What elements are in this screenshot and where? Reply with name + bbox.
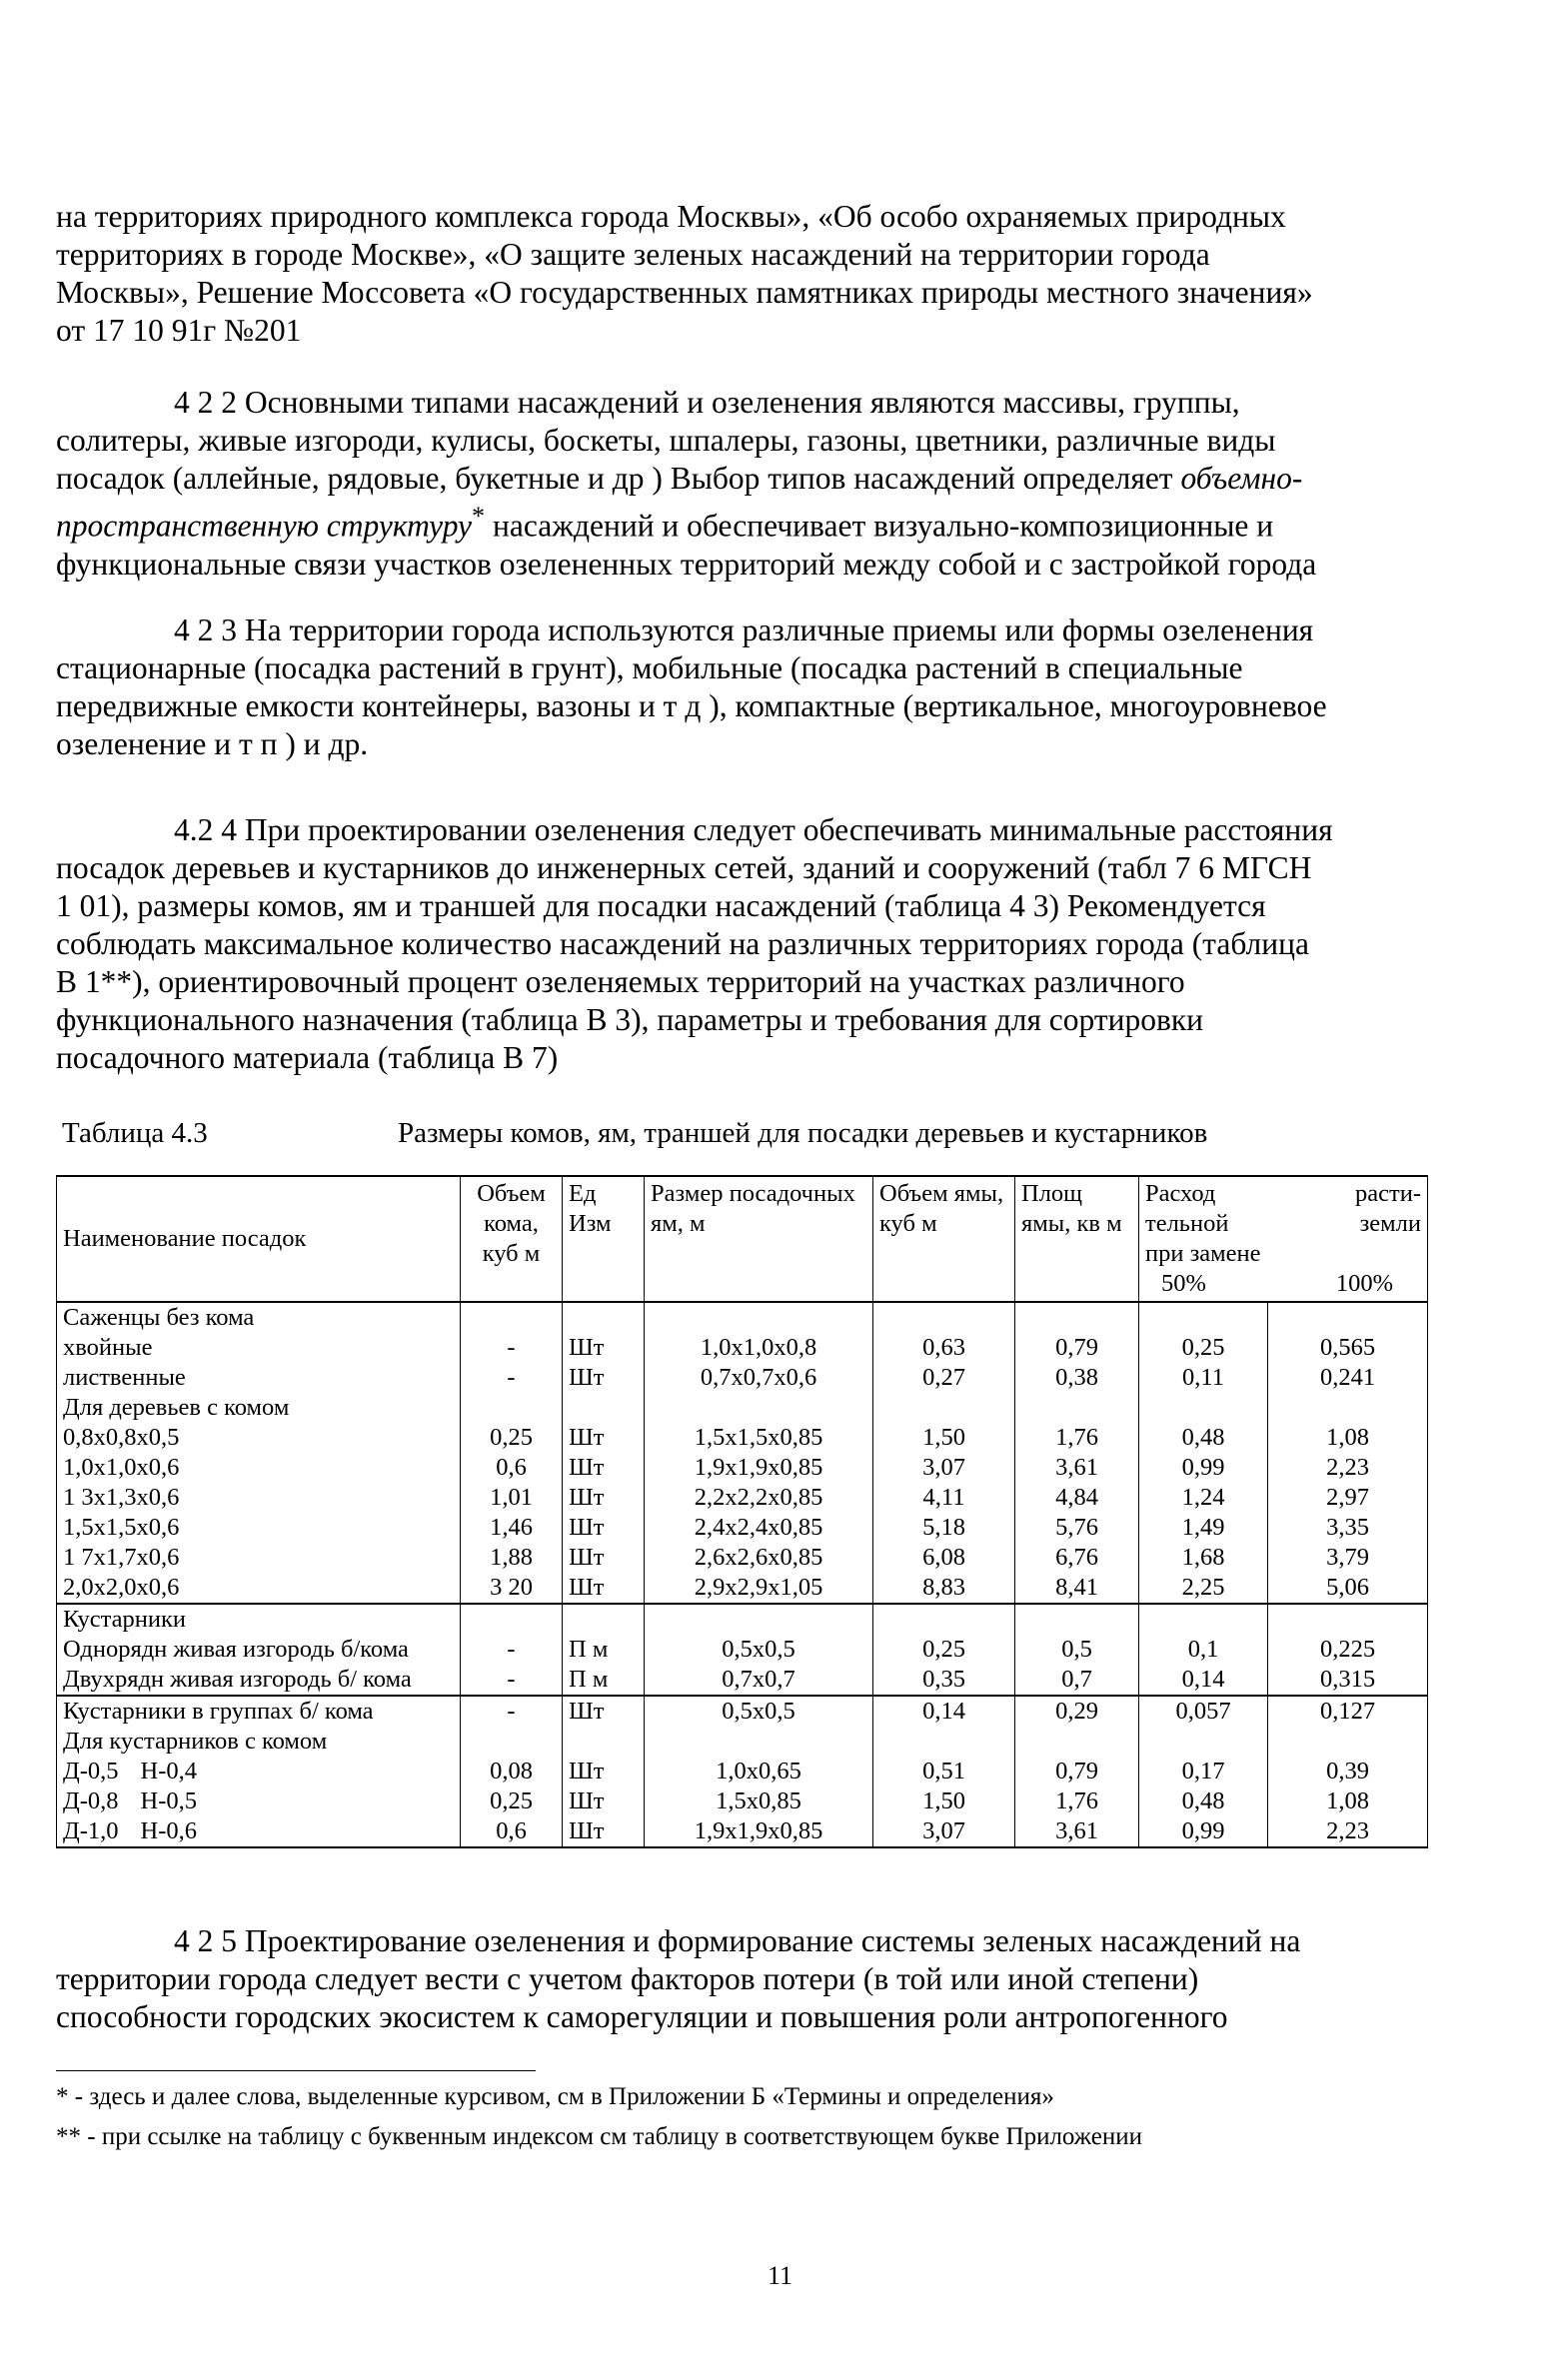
cell-pit-size: 0,5x0,5 (645, 1696, 873, 1727)
cell-pit-area (1015, 1302, 1139, 1333)
cell-pit-area: 4,84 (1015, 1483, 1139, 1513)
cell-soil-50: 0,48 (1139, 1423, 1268, 1453)
cell-pit-volume: 1,50 (873, 1423, 1015, 1453)
cell-unit: Шт (563, 1816, 645, 1847)
cell-soil-50 (1139, 1604, 1268, 1635)
cell-pit-area: 0,7 (1015, 1665, 1139, 1696)
cell-name (57, 1816, 461, 1847)
header-pit-volume: Объем ямы, куб м (873, 1176, 1015, 1302)
header-soil-line1 (1145, 1179, 1421, 1209)
cell-pit-area: 3,61 (1015, 1453, 1139, 1483)
text-line: посадочного материала (таблица В 7) (56, 1040, 559, 1075)
cell-soil-100: 0,241 (1268, 1363, 1428, 1393)
text-run: посадок (аллейные, рядовые, букетные и др ) Выбор типов насаждений определяет (56, 461, 1181, 496)
table-row (57, 1393, 1428, 1423)
cell-name: 2,0x2,0x0,6 (57, 1573, 461, 1604)
cell-pit-size: 1,5x0,85 (645, 1786, 873, 1816)
cell-name: 1 7x1,7x0,6 (57, 1543, 461, 1573)
cell-soil-100: 2,23 (1268, 1816, 1428, 1847)
header-text: Расход (1145, 1180, 1216, 1207)
cell-pit-area: 6,76 (1015, 1543, 1139, 1573)
cell-ball-volume: - (461, 1635, 563, 1665)
cell-name: 0,8x0,8x0,5 (57, 1423, 461, 1453)
table-row (57, 1363, 1428, 1393)
header-text: тельной (1145, 1210, 1229, 1237)
cell-unit: Шт (563, 1696, 645, 1727)
cell-pit-volume: 1,50 (873, 1786, 1015, 1816)
cell-ball-volume (461, 1393, 563, 1423)
table-row (57, 1423, 1428, 1453)
header-pit-size: Размер посадочных ям, м (645, 1176, 873, 1302)
table-row (57, 1727, 1428, 1757)
header-text: 50% (1161, 1270, 1206, 1297)
text-line: соблюдать максимальное количество насаждений на различных территориях города (таблица (56, 926, 1309, 961)
text-line: функционального назначения (таблица В 3), параметры и требования для сортировки (56, 1002, 1204, 1037)
text-line: 4 2 5 Проектирование озеленения и формирование системы зеленых насаждений на (174, 1923, 1301, 1958)
cell-name: Для деревьев с комом (57, 1393, 461, 1423)
cell-ball-volume: 1,46 (461, 1513, 563, 1543)
table-row (57, 1483, 1428, 1513)
cell-pit-area: 8,41 (1015, 1573, 1139, 1604)
cell-unit: Шт (563, 1543, 645, 1573)
cell-unit: Шт (563, 1483, 645, 1513)
cell-name: хвойные (57, 1333, 461, 1363)
cell-pit-volume (873, 1393, 1015, 1423)
text-line (56, 498, 1427, 546)
cell-soil-50: 0,1 (1139, 1635, 1268, 1665)
cell-pit-size: 2,2x2,2x0,85 (645, 1483, 873, 1513)
cell-pit-size: 1,0x0,65 (645, 1757, 873, 1786)
header-ball-volume: Объем кома, куб м (461, 1176, 563, 1302)
cell-pit-size (645, 1302, 873, 1333)
cell-pit-area: 0,5 (1015, 1635, 1139, 1665)
cell-unit: П м (563, 1635, 645, 1665)
cell-unit (563, 1604, 645, 1635)
cell-ball-volume: 0,25 (461, 1423, 563, 1453)
cell-pit-volume: 5,18 (873, 1513, 1015, 1543)
cell-ball-volume: - (461, 1696, 563, 1727)
cell-soil-100: 0,39 (1268, 1757, 1428, 1786)
table-row (57, 1453, 1428, 1483)
cell-soil-50: 0,057 (1139, 1696, 1268, 1727)
header-text: земли (1359, 1210, 1421, 1237)
cell-pit-size: 1,9x1,9x0,85 (645, 1816, 873, 1847)
cell-name: Для кустарников с комом (57, 1727, 461, 1757)
cell-soil-50: 0,17 (1139, 1757, 1268, 1786)
paragraph-4-2-4 (56, 811, 1427, 1077)
cell-pit-volume: 0,27 (873, 1363, 1015, 1393)
cell-soil-50: 2,25 (1139, 1573, 1268, 1604)
text-line: солитеры, живые изгороди, кулисы, боскеты, шпалеры, газоны, цветники, различные виды (56, 423, 1276, 458)
paragraph-4-2-5 (56, 1922, 1427, 2036)
cell-name: лиственные (57, 1363, 461, 1393)
cell-pit-volume: 6,08 (873, 1543, 1015, 1573)
cell-soil-50: 0,11 (1139, 1363, 1268, 1393)
cell-pit-size: 1,5x1,5x0,85 (645, 1423, 873, 1453)
cell-soil-50: 0,99 (1139, 1816, 1268, 1847)
cell-pit-size: 0,7x0,7 (645, 1665, 873, 1696)
cell-ball-volume (461, 1302, 563, 1333)
italic-term: пространственную структуру (56, 508, 473, 544)
cell-soil-100: 3,79 (1268, 1543, 1428, 1573)
cell-unit (563, 1302, 645, 1333)
cell-soil-100 (1268, 1727, 1428, 1757)
cell-unit: Шт (563, 1757, 645, 1786)
cell-pit-area (1015, 1604, 1139, 1635)
shrub-size-h: Н-0,4 (140, 1758, 197, 1785)
text-line: от 17 10 91г №201 (56, 313, 302, 348)
cell-ball-volume: - (461, 1665, 563, 1696)
cell-unit: Шт (563, 1333, 645, 1363)
cell-soil-100: 0,127 (1268, 1696, 1428, 1727)
table-row (57, 1513, 1428, 1543)
header-pit-area: Площ ямы, кв м (1015, 1176, 1139, 1302)
cell-soil-100 (1268, 1393, 1428, 1423)
text-line: 4.2 4 При проектировании озеленения следует обеспечивать минимальные расстояния (174, 812, 1333, 847)
text-line (56, 460, 1427, 498)
cell-pit-volume: 0,63 (873, 1333, 1015, 1363)
cell-pit-volume: 3,07 (873, 1453, 1015, 1483)
cell-unit: Шт (563, 1423, 645, 1453)
table-row (57, 1696, 1428, 1727)
header-soil-line4 (1145, 1269, 1421, 1299)
cell-soil-100: 2,97 (1268, 1483, 1428, 1513)
cell-soil-100: 1,08 (1268, 1423, 1428, 1453)
paragraph-4-2-2 (56, 384, 1427, 584)
cell-soil-50 (1139, 1727, 1268, 1757)
shrub-size-d: Д-1,0 (63, 1817, 119, 1844)
cell-ball-volume: 0,08 (461, 1757, 563, 1786)
table-row (57, 1816, 1428, 1847)
shrub-size-d: Д-0,8 (63, 1787, 119, 1814)
cell-soil-100: 0,565 (1268, 1333, 1428, 1363)
cell-soil-50: 1,68 (1139, 1543, 1268, 1573)
cell-pit-size (645, 1727, 873, 1757)
cell-name: 1 3x1,3x0,6 (57, 1483, 461, 1513)
cell-soil-100: 1,08 (1268, 1786, 1428, 1816)
text-line: на территориях природного комплекса города Москвы», «Об особо охраняемых природных (56, 199, 1286, 234)
cell-soil-100: 2,23 (1268, 1453, 1428, 1483)
cell-pit-area: 5,76 (1015, 1513, 1139, 1543)
cell-soil-100: 0,225 (1268, 1635, 1428, 1665)
footnote-1: * - здесь и далее слова, выделенные курсивом, см в Приложении Б «Термины и определения» (56, 2083, 1054, 2110)
cell-ball-volume: - (461, 1333, 563, 1363)
table-row (57, 1333, 1428, 1363)
table-header-row (57, 1176, 1428, 1302)
cell-pit-volume: 0,14 (873, 1696, 1015, 1727)
cell-soil-50: 1,24 (1139, 1483, 1268, 1513)
cell-unit: Шт (563, 1513, 645, 1543)
cell-pit-size: 2,6x2,6x0,85 (645, 1543, 873, 1573)
text-line: В 1**), ориентировочный процент озеленяемых территорий на участках различного (56, 964, 1185, 999)
cell-unit: Шт (563, 1453, 645, 1483)
cell-name (57, 1786, 461, 1816)
text-line: территории города следует вести с учетом факторов потери (в той или иной степени) (56, 1961, 1199, 1996)
cell-ball-volume: 0,6 (461, 1816, 563, 1847)
table-row (57, 1786, 1428, 1816)
cell-soil-100 (1268, 1302, 1428, 1333)
cell-soil-50: 0,25 (1139, 1333, 1268, 1363)
header-soil-line3: при замене (1145, 1240, 1261, 1267)
header-soil-line2 (1145, 1209, 1421, 1239)
cell-pit-area: 0,29 (1015, 1696, 1139, 1727)
cell-pit-size: 2,9x2,9x1,05 (645, 1573, 873, 1604)
table-title: Размеры комов, ям, траншей для посадки деревьев и кустарников (398, 1117, 1208, 1149)
shrub-size-d: Д-0,5 (63, 1758, 119, 1785)
footnote-mark: * (472, 502, 486, 531)
text-line: передвижные емкости контейнеры, вазоны и т д ), компактные (вертикальное, многоуровневое (56, 688, 1327, 723)
cell-pit-area: 1,76 (1015, 1423, 1139, 1453)
cell-soil-100 (1268, 1604, 1428, 1635)
cell-pit-size: 0,7x0,7x0,6 (645, 1363, 873, 1393)
table-row (57, 1665, 1428, 1696)
table-row (57, 1543, 1428, 1573)
cell-ball-volume (461, 1727, 563, 1757)
cell-name: 1,5x1,5x0,6 (57, 1513, 461, 1543)
cell-pit-volume (873, 1604, 1015, 1635)
table-row (57, 1302, 1428, 1333)
cell-pit-area (1015, 1393, 1139, 1423)
table-row (57, 1757, 1428, 1786)
text-line: 4 2 3 На территории города используются различные приемы или формы озеленения (174, 612, 1314, 647)
cell-name (57, 1757, 461, 1786)
cell-soil-100: 5,06 (1268, 1573, 1428, 1604)
cell-unit: Шт (563, 1573, 645, 1604)
cell-soil-50: 0,48 (1139, 1786, 1268, 1816)
header-name: Наименование посадок (57, 1176, 461, 1302)
page-number: 11 (767, 2261, 793, 2290)
cell-unit (563, 1727, 645, 1757)
cell-pit-volume: 0,35 (873, 1665, 1015, 1696)
cell-ball-volume: 1,01 (461, 1483, 563, 1513)
cell-soil-50 (1139, 1302, 1268, 1333)
cell-pit-area: 3,61 (1015, 1816, 1139, 1847)
cell-pit-area (1015, 1727, 1139, 1757)
cell-pit-volume: 4,11 (873, 1483, 1015, 1513)
cell-pit-volume: 0,25 (873, 1635, 1015, 1665)
footnote-2: ** - при ссылке на таблицу с буквенным индексом см таблицу в соответствующем букве Приложении (56, 2123, 1142, 2150)
cell-pit-size: 2,4x2,4x0,85 (645, 1513, 873, 1543)
header-soil (1139, 1176, 1428, 1302)
intro-paragraph (56, 198, 1427, 350)
text-line: стационарные (посадка растений в грунт), мобильные (посадка растений в специальные (56, 650, 1243, 685)
table-label: Таблица 4.3 (62, 1117, 208, 1149)
shrub-size-h: Н-0,5 (140, 1787, 197, 1814)
cell-soil-100: 0,315 (1268, 1665, 1428, 1696)
cell-pit-size (645, 1393, 873, 1423)
cell-name: Саженцы без кома (57, 1302, 461, 1333)
cell-name: 1,0x1,0x0,6 (57, 1453, 461, 1483)
text-line: 4 2 2 Основными типами насаждений и озеленения являются массивы, группы, (174, 385, 1240, 420)
cell-pit-size: 1,0x1,0x0,8 (645, 1333, 873, 1363)
footnote-divider (56, 2070, 536, 2071)
cell-ball-volume: 3 20 (461, 1573, 563, 1604)
cell-pit-area: 1,76 (1015, 1786, 1139, 1816)
cell-ball-volume: - (461, 1363, 563, 1393)
text-line: посадок деревьев и кустарников до инженерных сетей, зданий и сооружений (табл 7 6 МГСН (56, 850, 1312, 885)
cell-pit-volume (873, 1727, 1015, 1757)
italic-term: объемно- (1180, 461, 1303, 496)
cell-name: Однорядн живая изгородь б/кома (57, 1635, 461, 1665)
cell-ball-volume: 0,25 (461, 1786, 563, 1816)
cell-pit-volume (873, 1302, 1015, 1333)
cell-name: Двухрядн живая изгородь б/ кома (57, 1665, 461, 1696)
text-line: способности городских экосистем к саморегуляции и повышения роли антропогенного (56, 1999, 1228, 2034)
cell-unit: П м (563, 1665, 645, 1696)
cell-pit-size: 1,9x1,9x0,85 (645, 1453, 873, 1483)
text-line: функциональные связи участков озелененных территорий между собой и с застройкой города (56, 546, 1317, 582)
table-row (57, 1604, 1428, 1635)
table-row (57, 1635, 1428, 1665)
cell-name: Кустарники (57, 1604, 461, 1635)
cell-soil-50: 0,14 (1139, 1665, 1268, 1696)
cell-unit (563, 1393, 645, 1423)
cell-unit: Шт (563, 1786, 645, 1816)
header-unit: Ед Изм (563, 1176, 645, 1302)
cell-soil-50: 0,99 (1139, 1453, 1268, 1483)
table-row (57, 1573, 1428, 1604)
cell-soil-50 (1139, 1393, 1268, 1423)
header-text: расти- (1355, 1180, 1421, 1207)
cell-name: Кустарники в группах б/ кома (57, 1696, 461, 1727)
text-line: 1 01), размеры комов, ям и траншей для посадки насаждений (таблица 4 3) Рекомендуется (56, 888, 1266, 923)
cell-pit-volume: 0,51 (873, 1757, 1015, 1786)
cell-pit-volume: 3,07 (873, 1816, 1015, 1847)
text-line: территориях в городе Москве», «О защите зеленых насаждений на территории города (56, 237, 1210, 272)
text-run: насаждений и обеспечивает визуально-композиционные и (485, 508, 1274, 544)
cell-ball-volume: 1,88 (461, 1543, 563, 1573)
paragraph-4-2-3 (56, 611, 1427, 763)
table-4-3 (56, 1175, 1428, 1848)
cell-soil-50: 1,49 (1139, 1513, 1268, 1543)
text-line: озеленение и т п ) и др. (56, 726, 369, 761)
cell-pit-area: 0,79 (1015, 1757, 1139, 1786)
cell-pit-area: 0,38 (1015, 1363, 1139, 1393)
cell-pit-size: 0,5x0,5 (645, 1635, 873, 1665)
shrub-size-h: Н-0,6 (140, 1817, 197, 1844)
cell-ball-volume: 0,6 (461, 1453, 563, 1483)
cell-pit-size (645, 1604, 873, 1635)
header-text: 100% (1335, 1270, 1393, 1297)
cell-soil-100: 3,35 (1268, 1513, 1428, 1543)
cell-ball-volume (461, 1604, 563, 1635)
text-line: Москвы», Решение Моссовета «О государственных памятниках природы местного значения» (56, 275, 1313, 310)
cell-pit-volume: 8,83 (873, 1573, 1015, 1604)
cell-unit: Шт (563, 1363, 645, 1393)
cell-pit-area: 0,79 (1015, 1333, 1139, 1363)
